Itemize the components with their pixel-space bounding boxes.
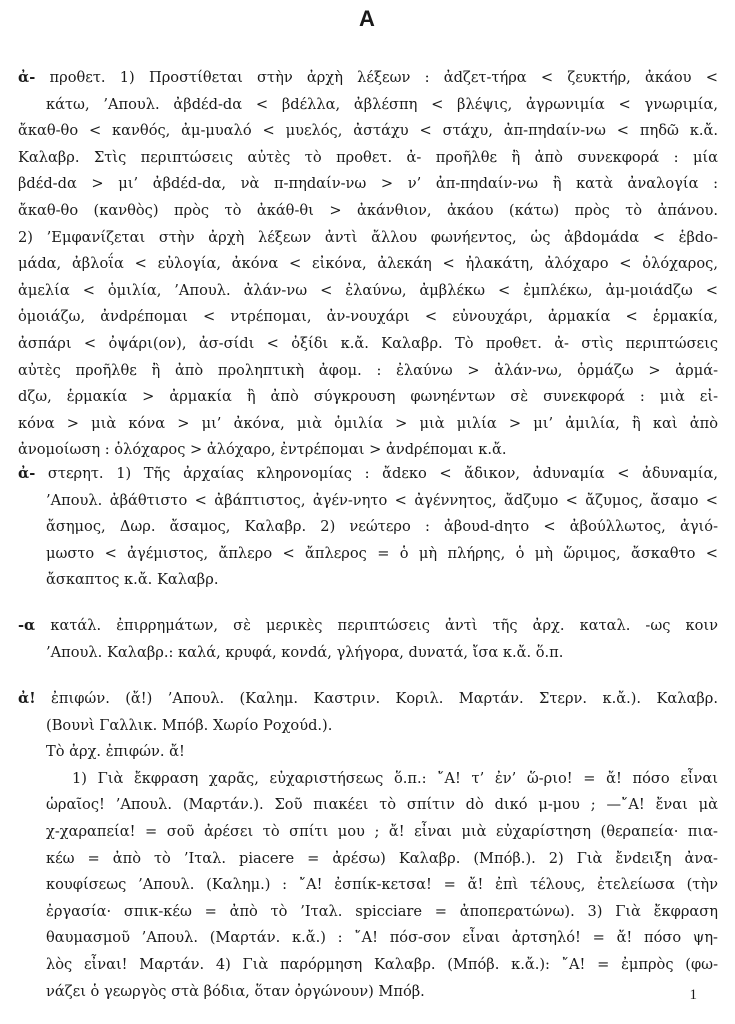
dictionary-entry xyxy=(18,686,718,1005)
entry-line: ἀ- προθετ. 1) Προστίθεται στὴν ἀρχὴ λέξεων : ἀdζετ-τήρα < ζευκτήρ, ἀκάου < xyxy=(18,69,718,86)
entry-line: ἄσκαπτος κ.ἄ. Καλαβρ. xyxy=(46,571,219,589)
entry-line: θαυμασμοῦ ’Απουλ. (Μαρτάν. κ.ἄ.) : ῎Α! πόσ-σον εἶναι ἀρτσηλό! = ἄ! πόσο ψη- xyxy=(46,929,718,947)
entry-line: χ-χαραπεία! = σοῦ ἀρέσει τὸ σπίτι μου ; ἄ! εἶναι μιὰ εὐχαρίστηση (θεραπεία· πια- xyxy=(46,822,718,840)
entry-line: κόνα > μιὰ κόνα > μι’ ἀκόνα, μιὰ ὁμιλία > μιὰ μιλία > μι’ ἀμιλία, ἢ καὶ ἀπὸ xyxy=(18,414,718,432)
entry-line: ἄκαθ-θο < κανθός, ἀμ-μυαλό < μυελός, ἀστάχυ < στάχυ, ἀπ-πηdαίν-νω < πηδῶ κ.ἄ. xyxy=(18,122,718,140)
entry-line: ἀ- στερητ. 1) Τῆς ἀρχαίας κληρονομίας : ἄdεκο < ἄδικον, ἀdυναμία < ἀδυναμία, xyxy=(18,465,718,482)
page-number: 1 xyxy=(689,987,697,1003)
entry-line: ’Απουλ. ἀβάθτιστο < ἀβάπτιστος, ἀγέν-νητο < ἀγέννητος, ἄdζυμο < ἄζυμος, ἄσαμο < xyxy=(46,491,718,509)
dictionary-entry xyxy=(18,613,718,666)
dictionary-entry xyxy=(18,461,718,594)
entry-line: κουφίσεως ’Απουλ. (Καλημ.) : ῎Α! ἐσπίκ-κετσα! = ἄ! ἐπὶ τέλους, ἐτελείωσα (τὴν xyxy=(46,876,718,894)
entry-lemma: ἀ! xyxy=(18,690,36,707)
entry-line: ’Απουλ. Καλαβρ.: καλά, κρυφά, κονdά, γλήγορα, dυνατά, ἴσα κ.ἄ. ὅ.π. xyxy=(46,643,564,661)
entry-line: λὸς εἶναι! Μαρτάν. 4) Γιὰ παρόρμηση Καλαβρ. (Μπόβ. κ.ἄ.): ῎Α! = ἐμπρὸς (φω- xyxy=(46,955,718,973)
entry-line: κέω = ἀπὸ τὸ ’Ιταλ. piacere = ἀρέσω) Καλαβρ. (Μπόβ.). 2) Γιὰ ἔνdειξη ἀνα- xyxy=(46,849,718,867)
entry-lemma: -α xyxy=(18,617,36,634)
entry-line: ἀμελία < ὁμιλία, ’Απουλ. ἀλάν-νω < ἐλαύνω, ἀμβλέκω < ἐμπλέκω, ἀμ-μοιάdζω < xyxy=(18,281,718,299)
entry-line: ἀ! ἐπιφών. (ἄ!) ’Απουλ. (Καλημ. Καστριν. Κοριλ. Μαρτάν. Στερν. κ.ἄ.). Καλαβρ. xyxy=(18,690,718,707)
entry-line: ὁμοιάζω, ἀνdρέπομαι < ντρέπομαι, ἀν-νουχάρι < εὐνουχάρι, ἀρμακία < ἑρμακία, xyxy=(18,308,718,326)
entry-line: ἐργασία· σπικ-κέω = ἀπὸ τὸ ’Ιταλ. spicciare = ἀποπερατώνω). 3) Γιὰ ἔκφραση xyxy=(46,902,718,920)
entry-line: -α κατάλ. ἐπιρρημάτων, σὲ μερικὲς περιπτώσεις ἀντὶ τῆς ἀρχ. καταλ. -ως κοιν xyxy=(18,617,718,634)
entry-line: αὐτὲς προῆλθε ἢ ἀπὸ προληπτικὴ ἀφομ. : ἐλαύνω > ἀλάν-νω, ὁρμάζω > ἀρμά- xyxy=(18,361,718,379)
entry-line: (Βουνὶ Γαλλικ. Μπόβ. Χωρίο Ροχούd.). xyxy=(46,716,333,734)
entry-line: βdέd-dα > μι’ ἀβdέd-dα, νὰ π-πηdαίν-νω > ν’ ἀπ-πηdαίν-νω ἢ κατὰ ἀναλογία : xyxy=(18,175,718,193)
entry-line: ἄσημος, Δωρ. ἄσαμος, Καλαβρ. 2) νεώτερο : ἀβουd-dητο < ἀβούλλωτος, ἀγιό- xyxy=(46,518,718,536)
entry-lemma: ἀ- xyxy=(18,465,36,482)
entry-line: μωστο < ἀγέμιστος, ἄπλερο < ἄπλερος = ὁ μὴ πλήρης, ὁ μὴ ὥριμος, ἄσκαθτο < xyxy=(46,544,718,562)
entry-line: ἀσπάρι < ὀψάρι(ον), ἀσ-σίdι < ὀξίδι κ.ἄ. Καλαβρ. Τὸ προθετ. ἀ- στὶς περιπτώσεις xyxy=(18,334,718,352)
entry-line: ὡραῖος! ’Απουλ. (Μαρτάν.). Σοῦ πιακέει τὸ σπίτιν dὸ dικό μ-μου ; —῎Α! ἔναι μὰ xyxy=(46,796,718,814)
entry-line: μάdα, ἀβλοΐα < εὐλογία, ἀκόνα < εἰκόνα, ἀλεκάη < ἠλακάτη, ἀλόχαρο < ὀλόχαρος, xyxy=(18,255,718,273)
entry-line: νάζει ὁ γεωργὸς στὰ βόδια, ὅταν ὀργώνουν) Μπόβ. xyxy=(46,982,425,1000)
entry-line: κάτω, ’Απουλ. ἀβdέd-dα < βdέλλα, ἀβλέσπη < βλέψις, ἀγρωνιμία < γνωριμία, xyxy=(46,95,718,113)
entry-line: Καλαβρ. Στὶς περιπτώσεις αὐτὲς τὸ προθετ. ἀ- προῆλθε ἢ ἀπὸ συνεκφορά : μία xyxy=(18,148,718,166)
page-heading: A xyxy=(359,6,376,31)
entry-line: ἀνομοίωση : ὁλόχαρος > ἀλόχαρο, ἐντρέπομαι > ἀνdρέπομαι κ.ἄ. xyxy=(18,441,507,459)
entry-lemma: ἀ- xyxy=(18,69,36,86)
entry-line: dζω, ἑρμακία > ἀρμακία ἢ ἀπὸ σύγκρουση φωνηέντων σὲ συνεκφορά : μιὰ εἰ- xyxy=(18,388,718,406)
entry-line: 2) ’Εμφανίζεται στὴν ἀρχὴ λέξεων ἀντὶ ἄλλου φωνήεντος, ὡς ἀβdομάdα < ἑβdο- xyxy=(18,228,718,246)
entry-line: ἄκαθ-θο (κανθὸς) πρὸς τὸ ἀκάθ-θι > ἀκάνθιον, ἀκάου (κάτω) πρὸς τὸ ἀπάνου. xyxy=(18,201,718,219)
entry-line: 1) Γιὰ ἔκφραση χαρᾶς, εὐχαριστήσεως ὅ.π.: ῎Α! τ’ ἐν’ ὥ-ριο! = ἄ! πόσο εἶναι xyxy=(72,769,718,787)
dictionary-entry xyxy=(18,65,718,464)
entry-line: Τὸ ἀρχ. ἐπιφών. ἄ! xyxy=(46,743,185,761)
